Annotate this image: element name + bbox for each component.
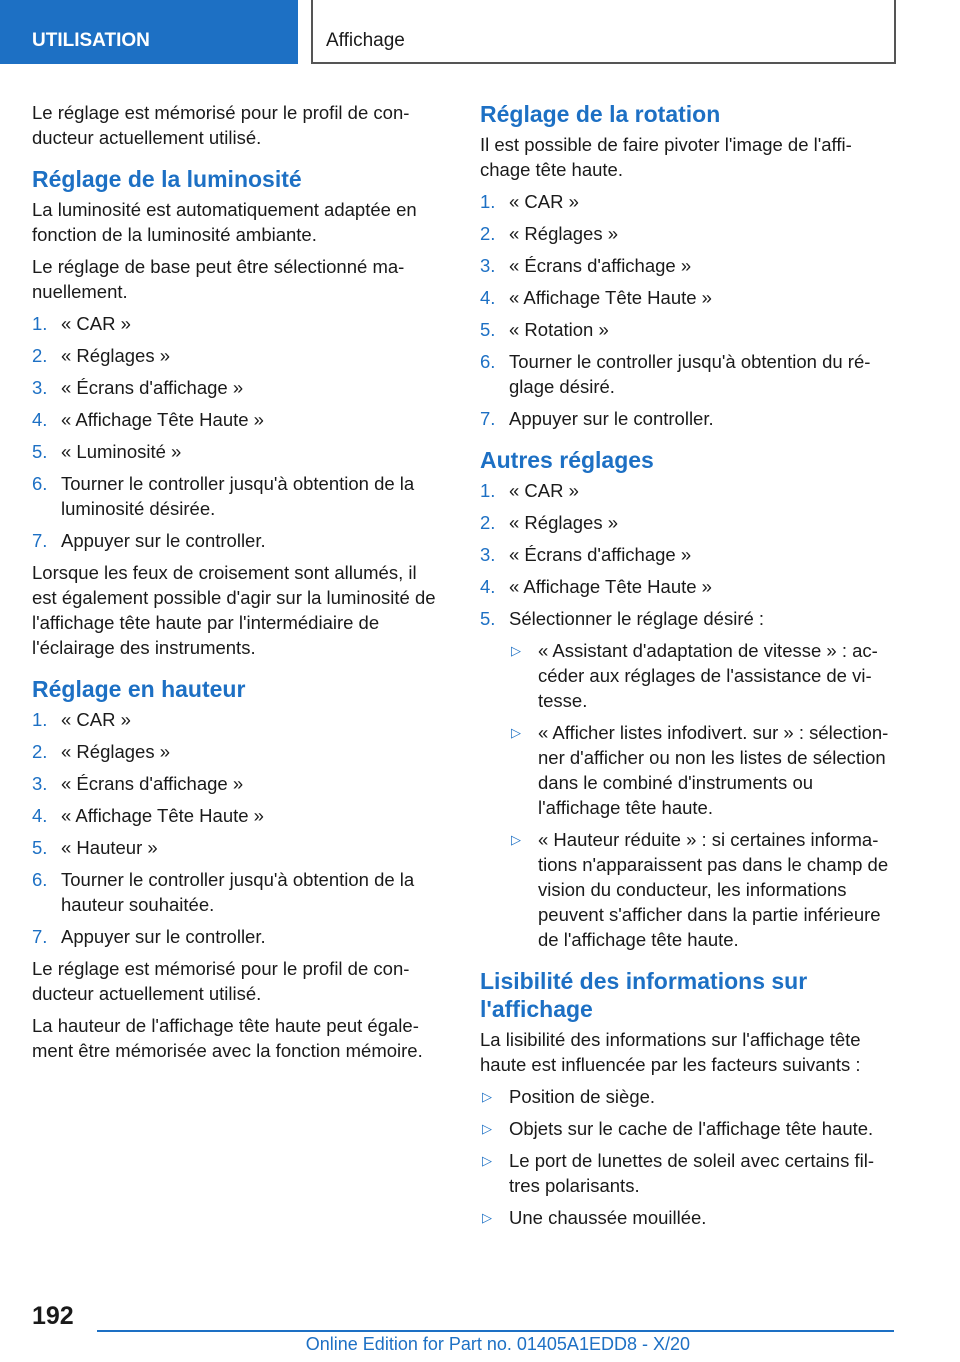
step-text: « Affichage Tête Haute » bbox=[509, 287, 712, 308]
list-item bbox=[32, 311, 442, 336]
list-item bbox=[32, 867, 442, 917]
list-item bbox=[32, 528, 442, 553]
step-text: « CAR » bbox=[509, 191, 579, 212]
step-text: « Réglages » bbox=[509, 512, 619, 533]
triangle-bullet-icon: ▷ bbox=[482, 1210, 492, 1225]
list-item bbox=[480, 1084, 890, 1109]
paragraph: Lorsque les feux de croisement sont allumés, il est également possible d'agir sur la luminosité de l'affichage tête haute par l'intermédiaire de l'éclairage des instruments. bbox=[32, 562, 436, 658]
section-title-lisibilite: Lisibilité des informations sur l'affichage bbox=[480, 968, 808, 1022]
step-text: « Écrans d'affichage » bbox=[509, 255, 692, 276]
list-item bbox=[480, 478, 890, 503]
steps-luminosite bbox=[32, 311, 442, 553]
list-item bbox=[32, 439, 442, 464]
section-title-rotation: Réglage de la rotation bbox=[480, 101, 721, 127]
list-item bbox=[32, 407, 442, 432]
step-text: Tourner le controller jusqu'à obtention de la luminosité désirée. bbox=[61, 473, 415, 519]
list-item bbox=[32, 471, 442, 521]
list-item bbox=[509, 827, 890, 952]
step-number: 5. bbox=[32, 837, 48, 858]
list-item bbox=[32, 835, 442, 860]
section-title-autres: Autres réglages bbox=[480, 447, 654, 473]
paragraph: La hauteur de l'affichage tête haute peut également être mémorisée avec la fonction mémoire. bbox=[32, 1015, 423, 1061]
paragraph: La lisibilité des informations sur l'affichage tête haute est influencée par les facteurs suivants : bbox=[480, 1029, 861, 1075]
triangle-bullet-icon: ▷ bbox=[482, 1089, 492, 1104]
left-column bbox=[32, 100, 442, 1070]
list-item bbox=[480, 574, 890, 599]
step-text: « CAR » bbox=[509, 480, 579, 501]
list-item bbox=[32, 343, 442, 368]
step-text: « Écrans d'affichage » bbox=[509, 544, 692, 565]
triangle-bullet-icon: ▷ bbox=[482, 1121, 492, 1136]
step-text: Tourner le controller jusqu'à obtention de la hauteur souhaitée. bbox=[61, 869, 415, 915]
list-item bbox=[480, 606, 890, 952]
step-text: « Affichage Tête Haute » bbox=[509, 576, 712, 597]
bullet-text: Position de siège. bbox=[509, 1086, 656, 1107]
step-number: 3. bbox=[32, 773, 48, 794]
list-item bbox=[32, 707, 442, 732]
step-text: « Affichage Tête Haute » bbox=[61, 805, 264, 826]
triangle-bullet-icon: ▷ bbox=[482, 1153, 492, 1168]
step-number: 2. bbox=[480, 223, 496, 244]
paragraph: Le réglage est mémorisé pour le profil de conducteur actuellement utilisé. bbox=[32, 958, 410, 1004]
step-text: Appuyer sur le controller. bbox=[61, 530, 266, 551]
triangle-bullet-icon: ▷ bbox=[511, 725, 521, 740]
step-number: 3. bbox=[480, 544, 496, 565]
list-item bbox=[480, 285, 890, 310]
section-title-luminosite: Réglage de la luminosité bbox=[32, 166, 302, 192]
step-number: 1. bbox=[32, 709, 48, 730]
step-number: 6. bbox=[480, 351, 496, 372]
step-number: 4. bbox=[32, 805, 48, 826]
bullet-text: « Afficher listes infodivert. sur » : sélectionner d'afficher ou non les listes de sélection dans le combiné d'instruments ou l'affichage tête haute. bbox=[538, 722, 889, 818]
edition-line: Online Edition for Part no. 01405A1EDD8 - X/20 bbox=[305, 1334, 690, 1354]
list-item bbox=[480, 253, 890, 278]
paragraph: Le réglage de base peut être sélectionné manuellement. bbox=[32, 256, 405, 302]
triangle-bullet-icon: ▷ bbox=[511, 643, 521, 658]
step-number: 1. bbox=[32, 313, 48, 334]
step-number: 6. bbox=[32, 869, 48, 890]
list-item bbox=[480, 189, 890, 214]
step-text: « CAR » bbox=[61, 709, 131, 730]
chapter-title: Affichage bbox=[311, 0, 896, 64]
list-item bbox=[32, 924, 442, 949]
step-number: 4. bbox=[32, 409, 48, 430]
list-item bbox=[32, 375, 442, 400]
list-item bbox=[32, 739, 442, 764]
list-item bbox=[480, 1116, 890, 1141]
bullet-list-lisibilite bbox=[480, 1084, 890, 1230]
list-item bbox=[32, 803, 442, 828]
bullet-text: « Assistant d'adaptation de vitesse » : accéder aux réglages de l'assistance de vitesse. bbox=[538, 640, 878, 711]
list-item bbox=[509, 720, 890, 820]
bullet-text: Une chaussée mouillée. bbox=[509, 1207, 707, 1228]
step-text: Sélectionner le réglage désiré : bbox=[509, 608, 765, 629]
step-number: 7. bbox=[480, 408, 496, 429]
list-item bbox=[480, 317, 890, 342]
step-number: 1. bbox=[480, 191, 496, 212]
bullet-text: Le port de lunettes de soleil avec certains filtres polarisants. bbox=[509, 1150, 875, 1196]
list-item bbox=[480, 542, 890, 567]
intro-paragraph: Le réglage est mémorisé pour le profil de conducteur actuellement utilisé. bbox=[32, 102, 410, 148]
step-number: 2. bbox=[32, 345, 48, 366]
step-text: « CAR » bbox=[61, 313, 131, 334]
step-number: 4. bbox=[480, 287, 496, 308]
step-number: 7. bbox=[32, 530, 48, 551]
page-number: 192 bbox=[32, 1302, 74, 1330]
step-text: « Réglages » bbox=[61, 345, 171, 366]
step-text: « Hauteur » bbox=[61, 837, 158, 858]
page-header bbox=[0, 0, 960, 66]
bullet-text: « Hauteur réduite » : si certaines informations n'apparaissent pas dans le champ de vision du conducteur, les informations peuvent s'afficher dans la partie inférieure de l'affichage tête haute. bbox=[538, 829, 889, 950]
right-column bbox=[480, 100, 890, 1237]
step-number: 5. bbox=[32, 441, 48, 462]
step-number: 7. bbox=[32, 926, 48, 947]
triangle-bullet-icon: ▷ bbox=[511, 832, 521, 847]
footer-divider bbox=[97, 1330, 894, 1332]
bullet-text: Objets sur le cache de l'affichage tête haute. bbox=[509, 1118, 874, 1139]
section-title-hauteur: Réglage en hauteur bbox=[32, 676, 246, 702]
list-item bbox=[480, 510, 890, 535]
step-text: Tourner le controller jusqu'à obtention du réglage désiré. bbox=[509, 351, 871, 397]
list-item bbox=[480, 349, 890, 399]
sub-bullet-list bbox=[509, 638, 890, 952]
step-text: Appuyer sur le controller. bbox=[61, 926, 266, 947]
step-number: 2. bbox=[480, 512, 496, 533]
list-item bbox=[509, 638, 890, 713]
step-number: 5. bbox=[480, 319, 496, 340]
step-number: 2. bbox=[32, 741, 48, 762]
steps-hauteur bbox=[32, 707, 442, 949]
list-item bbox=[480, 406, 890, 431]
list-item bbox=[480, 1205, 890, 1230]
step-text: Appuyer sur le controller. bbox=[509, 408, 714, 429]
step-number: 3. bbox=[480, 255, 496, 276]
list-item bbox=[480, 1148, 890, 1198]
step-number: 3. bbox=[32, 377, 48, 398]
step-text: « Rotation » bbox=[509, 319, 609, 340]
step-number: 6. bbox=[32, 473, 48, 494]
step-number: 4. bbox=[480, 576, 496, 597]
step-text: « Réglages » bbox=[61, 741, 171, 762]
paragraph: Il est possible de faire pivoter l'image de l'affichage tête haute. bbox=[480, 134, 852, 180]
step-text: « Écrans d'affichage » bbox=[61, 773, 244, 794]
step-number: 1. bbox=[480, 480, 496, 501]
list-item bbox=[32, 771, 442, 796]
step-text: « Luminosité » bbox=[61, 441, 182, 462]
steps-autres bbox=[480, 478, 890, 952]
section-tab: UTILISATION bbox=[0, 0, 298, 64]
paragraph: La luminosité est automatiquement adaptée en fonction de la luminosité ambiante. bbox=[32, 199, 417, 245]
step-text: « Écrans d'affichage » bbox=[61, 377, 244, 398]
step-text: « Réglages » bbox=[509, 223, 619, 244]
step-number: 5. bbox=[480, 608, 496, 629]
step-text: « Affichage Tête Haute » bbox=[61, 409, 264, 430]
steps-rotation bbox=[480, 189, 890, 431]
list-item bbox=[480, 221, 890, 246]
